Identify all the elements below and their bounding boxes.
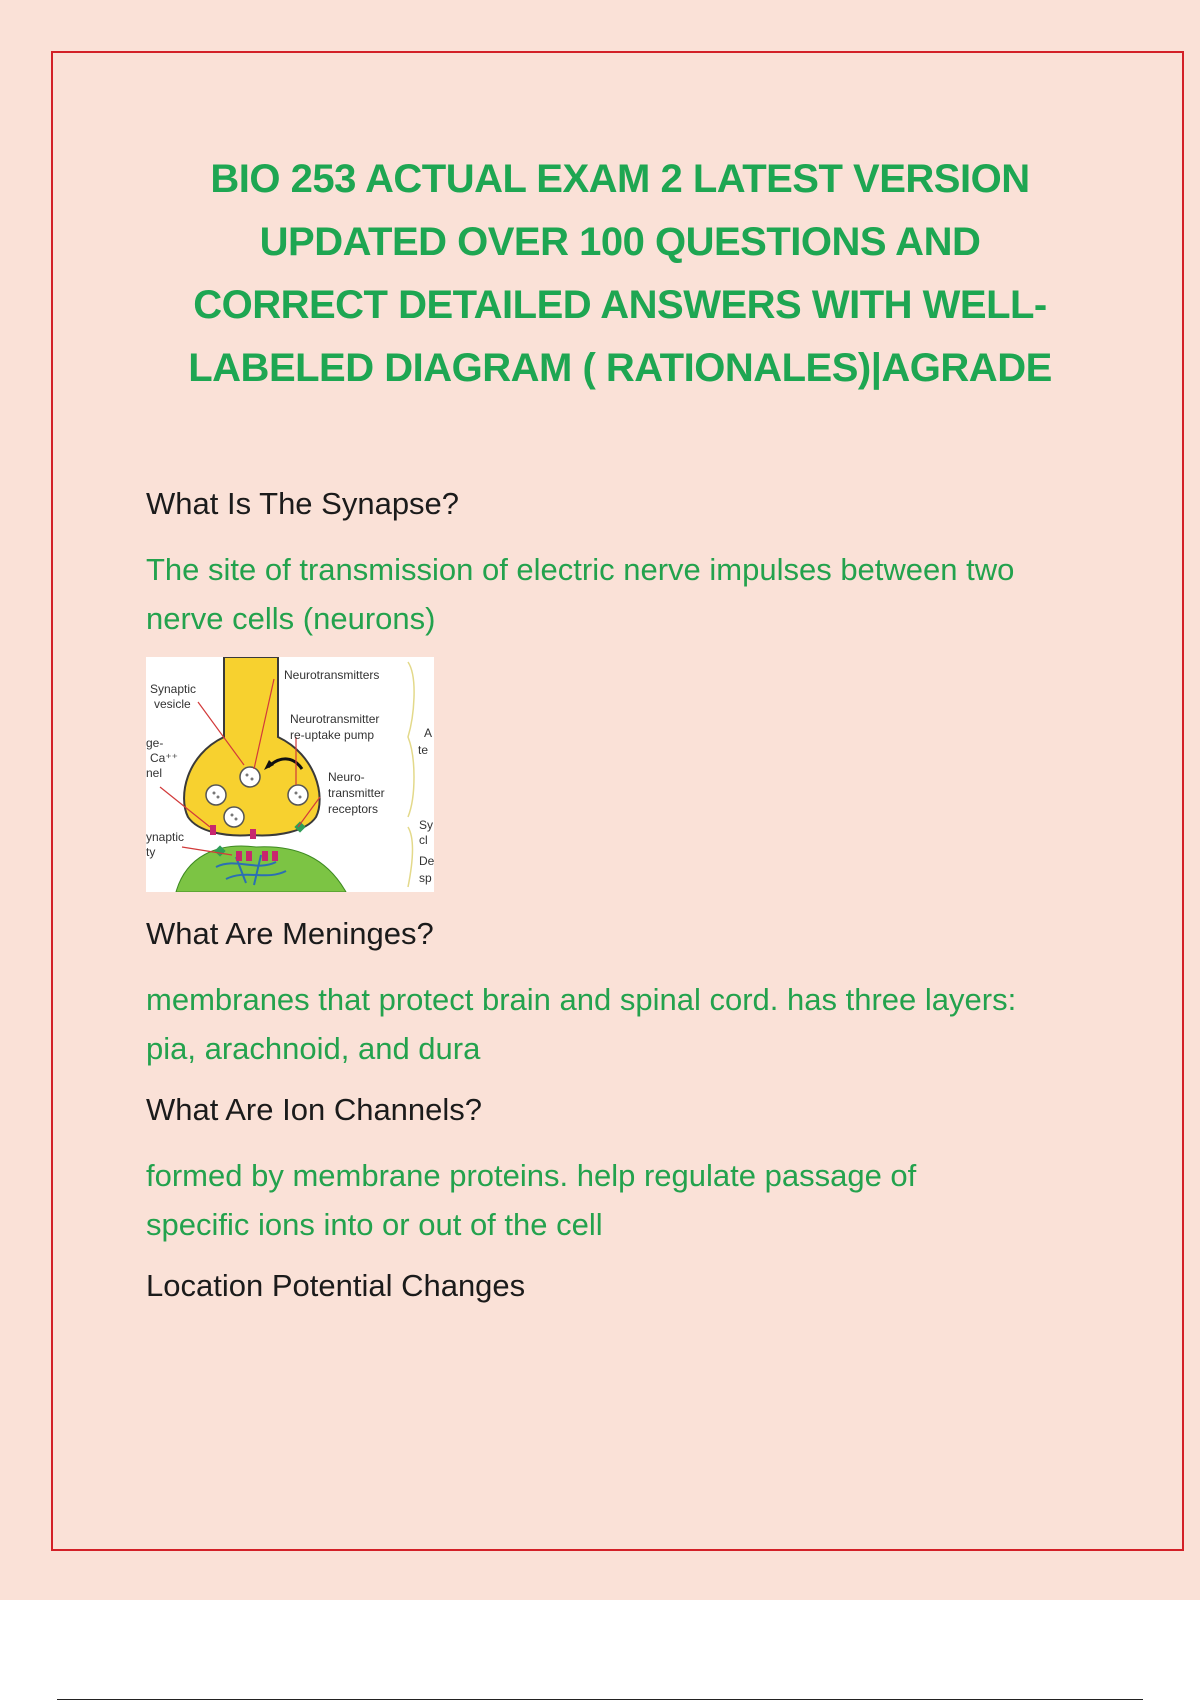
answer-ion-channels [146,1151,1106,1249]
label-reuptake-pump: re-uptake pump [290,728,375,742]
label-synaptic-vesicle: Synaptic [150,682,197,696]
synapse-diagram [146,657,434,892]
label-cut: ge- [146,736,164,750]
title-line: LABELED DIAGRAM ( RATIONALES)|AGRADE [188,346,1052,390]
document-title [140,148,1100,400]
label-cut: te [418,743,429,757]
answer-line: membranes that protect brain and spinal cord. has three layers: [146,982,1017,1017]
label-reuptake-pump: Neurotransmitter [290,712,380,726]
question-location-potential-changes: Location Potential Changes [146,1268,526,1303]
label-cut: Sy [419,818,434,832]
label-cut: De [419,854,434,868]
label-cut: nel [146,766,163,780]
question-meninges: What Are Meninges? [146,916,434,951]
answer-line: formed by membrane proteins. help regulate passage of [146,1158,917,1193]
answer-meninges [146,975,1106,1073]
label-cut: cl [419,833,428,847]
label-synaptic-cleft: ty [146,845,156,859]
answer-synapse [146,545,1106,643]
label-receptors: receptors [328,802,379,816]
label-synaptic-cleft: ynaptic [146,830,185,844]
label-cut: Ca⁺⁺ [150,751,179,765]
answer-line: specific ions into or out of the cell [146,1207,603,1242]
title-line: BIO 253 ACTUAL EXAM 2 LATEST VERSION [210,157,1030,201]
label-neurotransmitters: Neurotransmitters [284,668,380,682]
label-receptors: Neuro- [328,770,365,784]
answer-line: pia, arachnoid, and dura [146,1031,481,1066]
label-receptors: transmitter [328,786,385,800]
label-cut: A [424,726,433,740]
question-synapse: What Is The Synapse? [146,486,460,521]
answer-line: The site of transmission of electric nerve impulses between two [146,552,1015,587]
title-line: CORRECT DETAILED ANSWERS WITH WELL- [193,283,1047,327]
label-synaptic-vesicle: vesicle [154,697,191,711]
label-cut: sp [419,871,432,885]
answer-line: nerve cells (neurons) [146,601,436,636]
title-line: UPDATED OVER 100 QUESTIONS AND [259,220,981,264]
question-ion-channels: What Are Ion Channels? [146,1092,483,1127]
